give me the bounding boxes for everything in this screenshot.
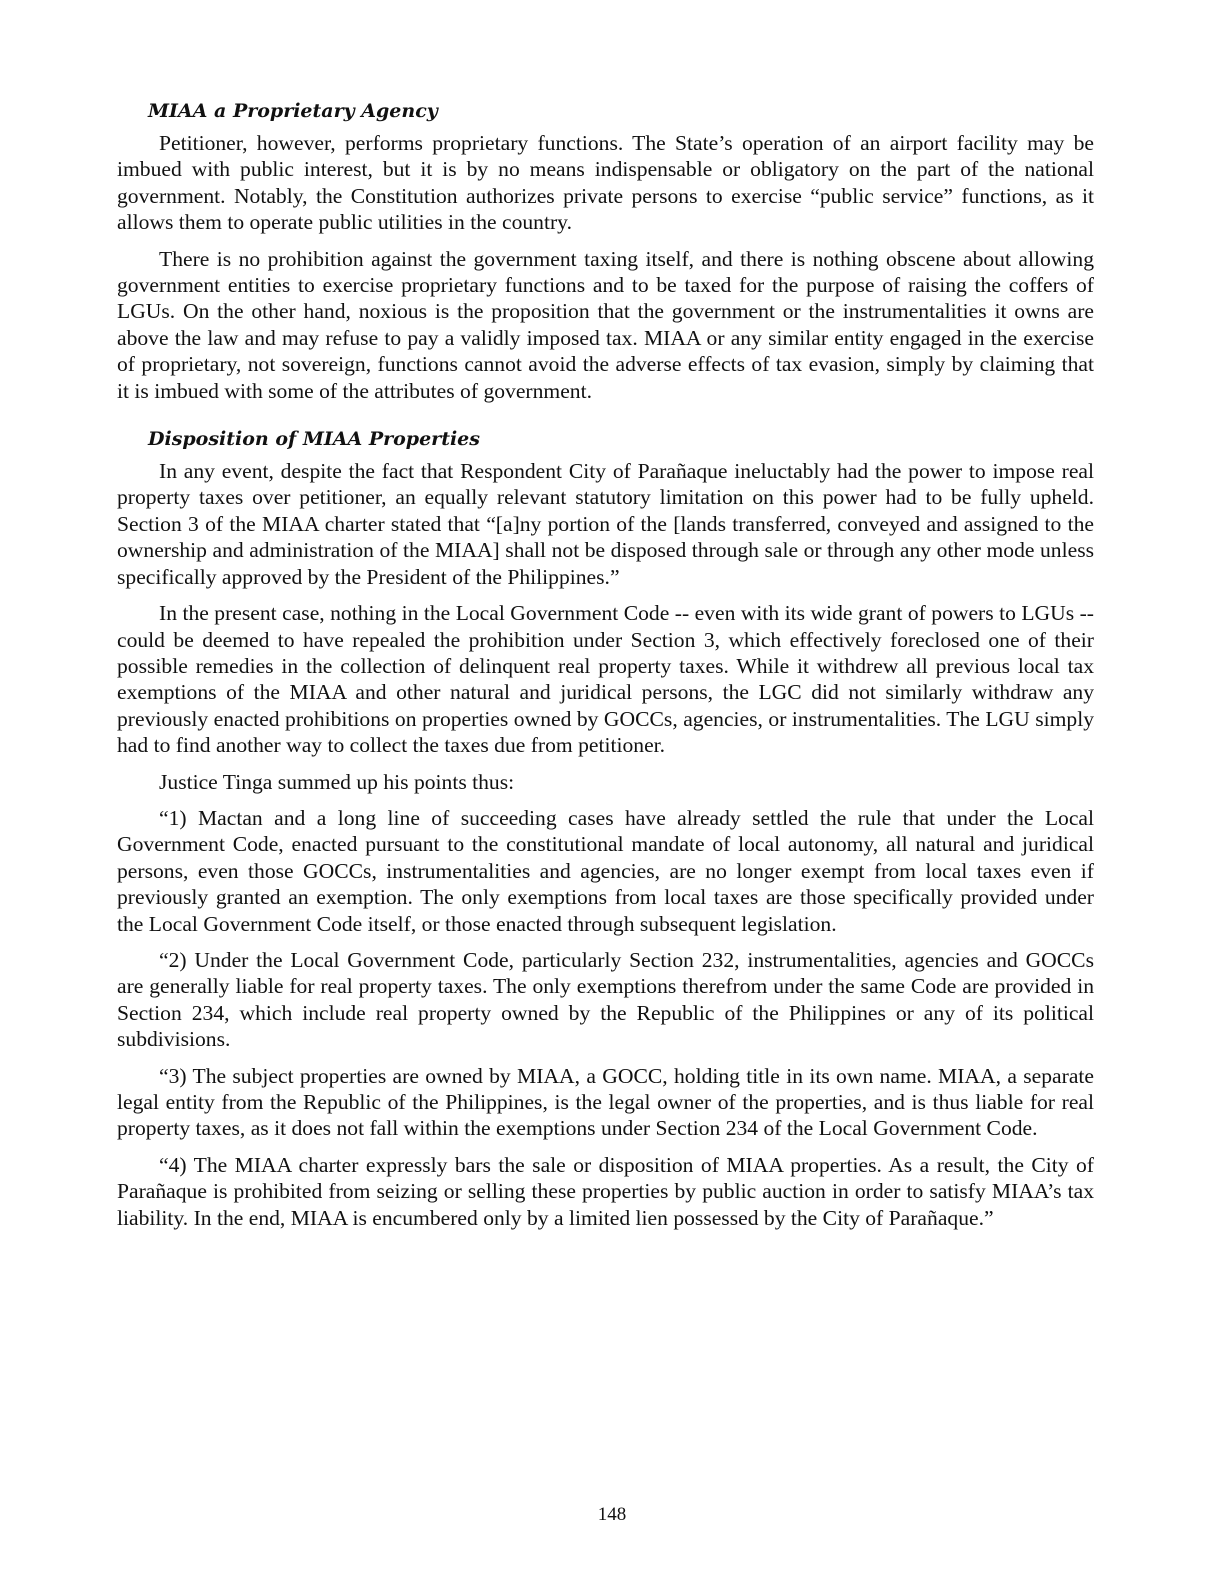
section-heading: Disposition of MIAA Properties: [148, 428, 480, 451]
paragraph: Petitioner, however, performs proprietary functions. The State’s operation of an airport facility may be imbued with public interest, but it is by no means indispensable or obligatory on the part of the national government. Notably, the Constitution authorizes private persons to exercise “public service” functions, as it allows them to operate public utilities in the country.: [117, 131, 1094, 235]
section-heading: MIAA a Proprietary Agency: [148, 100, 438, 122]
page-number: 148: [597, 1504, 627, 1525]
paragraph: There is no prohibition against the government taxing itself, and there is nothing obscene about allowing government entities to exercise proprietary functions and to be taxed for the purpose of raising the coffers of LGUs. On the other hand, noxious is the proposition that the government or the instrumentalities it owns are above the law and may refuse to pay a validly imposed tax. MIAA or any similar entity engaged in the exercise of proprietary, not sovereign, functions cannot avoid the adverse effects of tax evasion, simply by claiming that it is imbued with some of the attributes of government.: [117, 246, 1094, 403]
paragraph: In any event, despite the fact that Respondent City of Parañaque ineluctably had the power to impose real property taxes over petitioner, an equally relevant statutory limitation on this power had to be fully upheld. Section 3 of the MIAA charter stated that “[a]ny portion of the [lands transferred, conveyed and assigned to the ownership and administration of the MIAA] shall not be disposed through sale or through any other mode unless specifically approved by the President of the Philippines.”: [117, 459, 1094, 589]
quoted-point: “2) Under the Local Government Code, particularly Section 232, instrumentalities, agencies and GOCCs are generally liable for real property taxes. The only exemptions therefrom under the same Code are provided in Section 234, which include real property owned by the Republic of the Philippines or any of its political subdivisions.: [117, 947, 1094, 1052]
paragraph: In the present case, nothing in the Local Government Code -- even with its wide grant of powers to LGUs -- could be deemed to have repealed the prohibition under Section 3, which effectively foreclosed one of their possible remedies in the collection of delinquent real property taxes. While it withdrew all previous local tax exemptions of the MIAA and other natural and juridical persons, the LGC did not similarly withdraw any previously enacted prohibitions on properties owned by GOCCs, agencies, or instrumentalities. The LGU simply had to find another way to collect the taxes due from petitioner.: [117, 601, 1094, 758]
quoted-point: “4) The MIAA charter expressly bars the sale or disposition of MIAA properties. As a result, the City of Parañaque is prohibited from seizing or selling these properties by public auction in order to satisfy MIAA’s tax liability. In the end, MIAA is encumbered only by a limited lien possessed by the City of Parañaque.”: [117, 1152, 1094, 1230]
paragraph: Justice Tinga summed up his points thus:: [159, 769, 515, 794]
quoted-point: “1) Mactan and a long line of succeeding cases have already settled the rule that under the Local Government Code, enacted pursuant to the constitutional mandate of local autonomy, all natural and juridical persons, even those GOCCs, instrumentalities and agencies, are no longer exempt from local taxes even if previously granted an exemption. The only exemptions from local taxes are those specifically provided under the Local Government Code itself, or those enacted through subsequent legislation.: [117, 805, 1094, 936]
quoted-point: “3) The subject properties are owned by MIAA, a GOCC, holding title in its own name. MIAA, a separate legal entity from the Republic of the Philippines, is the legal owner of the properties, and is thus liable for real property taxes, as it does not fall within the exemptions under Section 234 of the Local Government Code.: [117, 1063, 1094, 1141]
document-page: [117, 98, 1094, 1241]
section-disposition-of-properties: [117, 426, 1094, 1231]
section-proprietary-agency: [117, 98, 1094, 404]
